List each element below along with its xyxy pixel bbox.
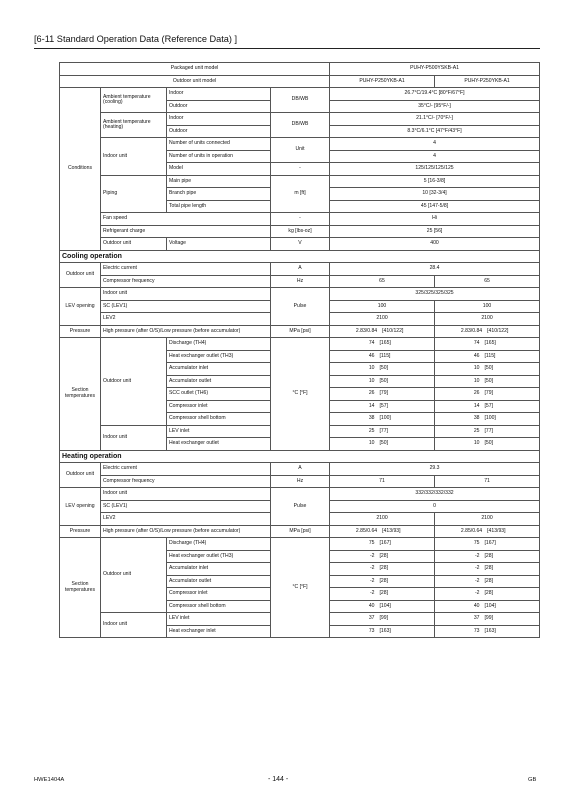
outdoor-model-label: Outdoor unit model (60, 75, 330, 88)
fan-speed-unit: - (271, 213, 330, 226)
outdoor-label: Outdoor (167, 125, 271, 138)
outdoor-model-b: PUHY-P250YKB-A1 (435, 75, 540, 88)
pressure-unit: MPa [psi] (271, 525, 330, 538)
pressure-label: Pressure (60, 525, 101, 538)
freq-unit: Hz (271, 275, 330, 288)
indoor-unit-label: Indoor unit (101, 425, 167, 450)
lev-label: LEV opening (60, 488, 101, 526)
temp-b: -2 [28] (435, 550, 540, 563)
fan-speed-value: Hi (330, 213, 540, 226)
dbwb-unit: DB/WB (271, 113, 330, 138)
outdoor-model-a: PUHY-P250YKB-A1 (330, 75, 435, 88)
table-row (60, 288, 540, 301)
temp-label: SCC outlet (TH6) (167, 388, 271, 401)
lev2-b: 2100 (435, 313, 540, 326)
temp-b: -2 [28] (435, 575, 540, 588)
temp-label: Accumulator inlet (167, 563, 271, 576)
pulse-unit: Pulse (271, 288, 330, 326)
temp-b: -2 [28] (435, 563, 540, 576)
freq-a: 71 (330, 475, 435, 488)
heat-indoor-value: 21.1°C/- [70°F/-] (330, 113, 540, 126)
units-operation-value: 4 (330, 150, 540, 163)
operation-data-table (59, 62, 540, 638)
temp-a: 74 [165] (330, 338, 435, 351)
lev-label: LEV opening (60, 288, 101, 326)
units-connected-value: 4 (330, 138, 540, 151)
sc-label: SC (LEV1) (101, 500, 271, 513)
cool-indoor-value: 26.7°C/19.4°C [80°F/67°F] (330, 88, 540, 101)
freq-b: 71 (435, 475, 540, 488)
temp-label: Compressor inlet (167, 588, 271, 601)
voltage-label: Voltage (167, 238, 271, 251)
region-code: GB (528, 777, 537, 783)
branch-pipe-value: 10 [32-3/4] (330, 188, 540, 201)
temp-a: -2 [28] (330, 588, 435, 601)
temp-label: Accumulator outlet (167, 375, 271, 388)
table-row (60, 88, 540, 101)
temp-b: 74 [165] (435, 338, 540, 351)
model-unit: - (271, 163, 330, 176)
temp-label: Accumulator outlet (167, 575, 271, 588)
table-row (60, 275, 540, 288)
packaged-model-value: PUHY-P500YSKB-A1 (330, 63, 540, 76)
temp-a: 38 [100] (330, 413, 435, 426)
heating-heading: Heating operation (60, 450, 540, 463)
page-number: - 144 - (268, 776, 289, 783)
table-row (60, 238, 540, 251)
temp-label: LEV inlet (167, 613, 271, 626)
table-row (60, 175, 540, 188)
page-title: [6-11 Standard Operation Data (Reference Data) ] (34, 34, 238, 44)
pressure-b: 2.83/0.84 [410/122] (435, 325, 540, 338)
temp-a: 73 [163] (330, 625, 435, 638)
temp-a: 25 [77] (330, 425, 435, 438)
current-value: 29.3 (330, 463, 540, 476)
model-value: 125/125/125/125 (330, 163, 540, 176)
table-row (60, 475, 540, 488)
main-pipe-label: Main pipe (167, 175, 271, 188)
total-pipe-label: Total pipe length (167, 200, 271, 213)
temp-label: LEV inlet (167, 425, 271, 438)
temp-a: 26 [79] (330, 388, 435, 401)
temp-a: 40 [104] (330, 600, 435, 613)
unit-unit: Unit (271, 138, 330, 163)
table-row (60, 63, 540, 76)
temp-label: Compressor shell bottom (167, 413, 271, 426)
electric-current-label: Electric current (101, 463, 271, 476)
doc-code: HWE1404A (34, 777, 65, 783)
pulse-unit: Pulse (271, 488, 330, 526)
temp-b: 38 [100] (435, 413, 540, 426)
temp-b: 40 [104] (435, 600, 540, 613)
lev2-label: LEV2 (101, 313, 271, 326)
temp-b: 73 [163] (435, 625, 540, 638)
temp-unit: °C [°F] (271, 338, 330, 451)
pressure-b: 2.85/0.64 [413/93] (435, 525, 540, 538)
temp-b: 14 [57] (435, 400, 540, 413)
sc-a: 100 (330, 300, 435, 313)
sc-value: 0 (330, 500, 540, 513)
units-connected-label: Number of units connected (167, 138, 271, 151)
current-unit: A (271, 263, 330, 276)
lev-indoor-value: 325/325/325/325 (330, 288, 540, 301)
model-label: Model (167, 163, 271, 176)
temp-label: Accumulator inlet (167, 363, 271, 376)
conditions-label: Conditions (60, 88, 101, 251)
cooling-heading: Cooling operation (60, 250, 540, 263)
outdoor-unit-label: Outdoor unit (60, 463, 101, 488)
temp-b: 25 [77] (435, 425, 540, 438)
piping-label: Piping (101, 175, 167, 213)
temp-a: -2 [28] (330, 575, 435, 588)
current-value: 28.4 (330, 263, 540, 276)
voltage-unit: V (271, 238, 330, 251)
temp-b: 75 [167] (435, 538, 540, 551)
ref-charge-label: Refrigerant charge (101, 225, 271, 238)
temp-a: -2 [28] (330, 563, 435, 576)
indoor-unit-label: Indoor unit (101, 138, 167, 176)
outdoor-unit-label: Outdoor unit (101, 338, 167, 426)
table-row (60, 75, 540, 88)
table-row (60, 463, 540, 476)
indoor-label: Indoor (167, 88, 271, 101)
packaged-model-label: Packaged unit model (60, 63, 330, 76)
table-row (60, 488, 540, 501)
temp-a: 14 [57] (330, 400, 435, 413)
pressure-desc: High pressure (after O/S)/Low pressure (before accumulator) (101, 525, 271, 538)
fan-speed-label: Fan speed (101, 213, 271, 226)
table-row (60, 525, 540, 538)
section-heading-row (60, 250, 540, 263)
temp-label: Heat exchanger inlet (167, 625, 271, 638)
pressure-label: Pressure (60, 325, 101, 338)
indoor-label: Indoor (167, 113, 271, 126)
temp-a: 37 [99] (330, 613, 435, 626)
temp-b: 26 [79] (435, 388, 540, 401)
temp-b: 37 [99] (435, 613, 540, 626)
temp-a: 46 [115] (330, 350, 435, 363)
voltage-value: 400 (330, 238, 540, 251)
branch-pipe-label: Branch pipe (167, 188, 271, 201)
outdoor-unit-label: Outdoor unit (60, 263, 101, 288)
temp-a: 10 [50] (330, 375, 435, 388)
pressure-desc: High pressure (after O/S)/Low pressure (before accumulator) (101, 325, 271, 338)
section-heading-row (60, 450, 540, 463)
total-pipe-value: 45 [147-5/8] (330, 200, 540, 213)
outdoor-unit-label: Outdoor unit (101, 238, 167, 251)
temp-b: 10 [50] (435, 375, 540, 388)
temp-b: -2 [28] (435, 588, 540, 601)
lev-indoor-label: Indoor unit (101, 488, 271, 501)
lev-indoor-label: Indoor unit (101, 288, 271, 301)
amb-cool-label: Ambient temperature (cooling) (101, 88, 167, 113)
mft-unit: m [ft] (271, 175, 330, 213)
temp-a: 10 [50] (330, 363, 435, 376)
freq-b: 65 (435, 275, 540, 288)
sc-b: 100 (435, 300, 540, 313)
units-operation-label: Number of units in operation (167, 150, 271, 163)
temp-label: Heat exchanger outlet (TH3) (167, 550, 271, 563)
comp-freq-label: Compressor frequency (101, 275, 271, 288)
table-row (60, 138, 540, 151)
electric-current-label: Electric current (101, 263, 271, 276)
freq-a: 65 (330, 275, 435, 288)
table-row (60, 338, 540, 351)
temp-unit: °C [°F] (271, 538, 330, 638)
temp-b: 10 [50] (435, 363, 540, 376)
table-row (60, 263, 540, 276)
temp-label: Discharge (TH4) (167, 538, 271, 551)
table-row (60, 213, 540, 226)
table-row (60, 225, 540, 238)
temp-label: Heat exchanger outlet (167, 438, 271, 451)
temp-label: Compressor shell bottom (167, 600, 271, 613)
temp-a: 75 [167] (330, 538, 435, 551)
lev2-a: 2100 (330, 313, 435, 326)
lev2-label: LEV2 (101, 513, 271, 526)
page-header (34, 34, 540, 49)
table-row (60, 113, 540, 126)
indoor-unit-label: Indoor unit (101, 613, 167, 638)
temp-label: Heat exchanger outlet (TH3) (167, 350, 271, 363)
outdoor-label: Outdoor (167, 100, 271, 113)
pressure-a: 2.83/0.84 [410/122] (330, 325, 435, 338)
heat-outdoor-value: 8.3°C/6.1°C [47°F/43°F] (330, 125, 540, 138)
freq-unit: Hz (271, 475, 330, 488)
section-temps-label: Section temperatures (60, 338, 101, 451)
cool-outdoor-value: 35°C/- [95°F/-] (330, 100, 540, 113)
lev-indoor-value: 332/332/332/332 (330, 488, 540, 501)
ref-charge-unit: kg [lbs-oz] (271, 225, 330, 238)
temp-a: -2 [28] (330, 550, 435, 563)
temp-label: Compressor inlet (167, 400, 271, 413)
table-row (60, 325, 540, 338)
outdoor-unit-label: Outdoor unit (101, 538, 167, 613)
section-temps-label: Section temperatures (60, 538, 101, 638)
lev2-b: 2100 (435, 513, 540, 526)
temp-a: 10 [50] (330, 438, 435, 451)
pressure-unit: MPa [psi] (271, 325, 330, 338)
sc-label: SC (LEV1) (101, 300, 271, 313)
temp-b: 46 [115] (435, 350, 540, 363)
temp-label: Discharge (TH4) (167, 338, 271, 351)
temp-b: 10 [50] (435, 438, 540, 451)
ref-charge-value: 25 [56] (330, 225, 540, 238)
table-row (60, 538, 540, 551)
lev2-a: 2100 (330, 513, 435, 526)
current-unit: A (271, 463, 330, 476)
amb-heat-label: Ambient temperature (heating) (101, 113, 167, 138)
dbwb-unit: DB/WB (271, 88, 330, 113)
comp-freq-label: Compressor frequency (101, 475, 271, 488)
pressure-a: 2.85/0.64 [413/93] (330, 525, 435, 538)
main-pipe-value: 5 [16-3/8] (330, 175, 540, 188)
